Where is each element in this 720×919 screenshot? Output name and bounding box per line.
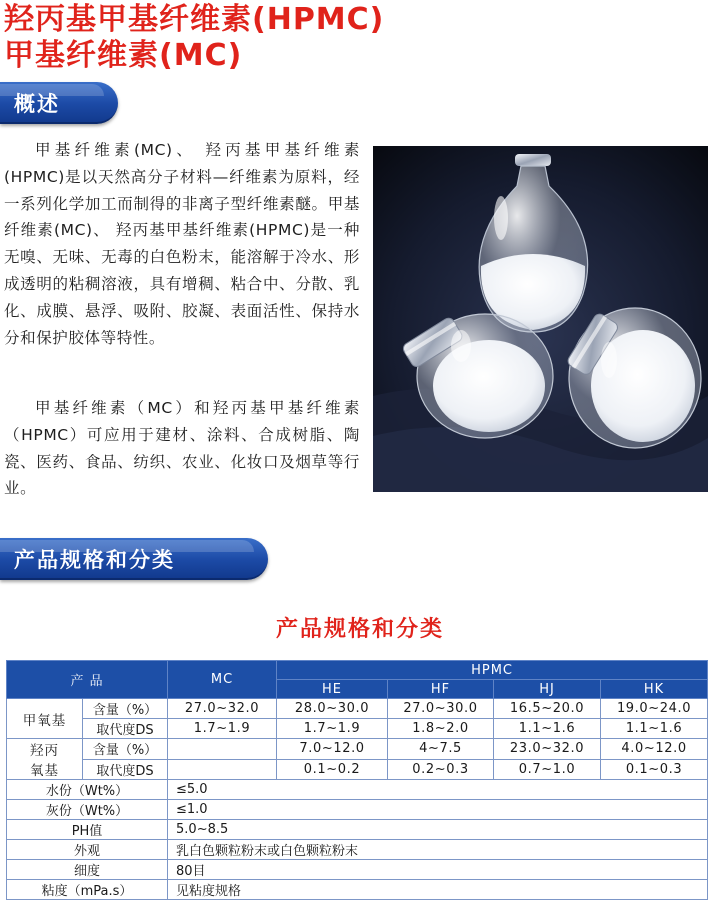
table-cell: 4~7.5 (388, 739, 494, 760)
table-cell: 1.1~1.6 (494, 719, 601, 739)
property-value: 见粘度规格 (168, 880, 708, 900)
grade-header: HE (277, 680, 388, 699)
table-cell: 1.7~1.9 (168, 719, 277, 739)
mc-header: MC (168, 661, 277, 699)
table-row (7, 840, 708, 860)
overview-paragraph-2: 甲基纤维素（MC）和羟丙基甲基纤维素（HPMC）可应用于建材、涂料、合成树脂、陶瓷、医药、食品、纺织、农业、化妆口及烟草等行业。 (4, 399, 360, 498)
product-header: 产 品 (7, 661, 168, 699)
grade-header: HJ (494, 680, 601, 699)
table-cell: 27.0~30.0 (388, 699, 494, 719)
hpmc-header: HPMC (277, 661, 708, 680)
table-row (7, 820, 708, 840)
hydroxypropoxy-group-label (7, 739, 83, 780)
table-cell: 4.0~12.0 (601, 739, 708, 760)
table-cell: 1.8~2.0 (388, 719, 494, 739)
overview-paragraph-1: 甲基纤维素(MC)、 羟丙基甲基纤维素(HPMC)是以天然高分子材料—纤维素为原料，经一系列化学加工而制得的非离子型纤维素醚。甲基纤维素(MC)、 羟丙基甲基纤维素(HPMC)是一种无嗅、无味、无毒的白色粉末，能溶解于冷水、形成透明的粘稠溶液，具有增稠、粘合中、分散、乳化、成膜、悬浮、吸附、胶凝、表面活性、保持水分和保护胶体等特性。 (4, 141, 360, 347)
property-value: ≤5.0 (168, 780, 708, 800)
row-label: 取代度DS (83, 759, 168, 780)
overview-heading: 概述 (14, 92, 60, 116)
table-cell: 0.1~0.3 (601, 759, 708, 780)
table-cell: 19.0~24.0 (601, 699, 708, 719)
spec-banner (0, 538, 268, 580)
row-label: 含量（%） (83, 699, 168, 719)
table-cell: 23.0~32.0 (494, 739, 601, 760)
table-row (7, 860, 708, 880)
row-label: 含量（%） (83, 739, 168, 760)
page-subtitle: 甲基纤维素(MC) (4, 38, 243, 73)
row-label: 取代度DS (83, 719, 168, 739)
table-row (7, 759, 708, 780)
group-label-line: 羟丙 (30, 743, 59, 759)
property-value: 乳白色颗粒粉末或白色颗粒粉末 (168, 840, 708, 860)
table-cell: 7.0~12.0 (277, 739, 388, 760)
property-value: 5.0~8.5 (168, 820, 708, 840)
property-label: 水份（Wt%） (7, 780, 168, 800)
table-row (7, 739, 708, 760)
table-cell: 0.1~0.2 (277, 759, 388, 780)
property-value: 80目 (168, 860, 708, 880)
property-label: 灰份（Wt%） (7, 800, 168, 820)
spec-table-title: 产品规格和分类 (275, 617, 444, 642)
table-row (7, 719, 708, 739)
table-cell: 27.0~32.0 (168, 699, 277, 719)
table-cell: 16.5~20.0 (494, 699, 601, 719)
page-title: 羟丙基甲基纤维素(HPMC) (4, 2, 385, 37)
powder-jars-illustration (373, 146, 708, 492)
spec-table (6, 660, 708, 900)
grade-header: HK (601, 680, 708, 699)
property-value: ≤1.0 (168, 800, 708, 820)
table-cell: 28.0~30.0 (277, 699, 388, 719)
table-row (7, 699, 708, 719)
table-row (7, 800, 708, 820)
table-cell: 1.1~1.6 (601, 719, 708, 739)
overview-banner (0, 82, 118, 124)
table-header-row (7, 661, 708, 680)
property-label: 外观 (7, 840, 168, 860)
table-cell: 1.7~1.9 (277, 719, 388, 739)
table-cell: 0.2~0.3 (388, 759, 494, 780)
methoxy-group-label: 甲氧基 (7, 699, 83, 739)
table-cell: 0.7~1.0 (494, 759, 601, 780)
group-label-line: 氧基 (30, 763, 59, 779)
table-cell (168, 759, 277, 780)
property-label: PH值 (7, 820, 168, 840)
property-label: 粘度（mPa.s） (7, 880, 168, 900)
spec-banner-heading: 产品规格和分类 (14, 548, 175, 572)
grade-header: HF (388, 680, 494, 699)
product-photo (373, 146, 708, 492)
table-row (7, 880, 708, 900)
table-cell (168, 739, 277, 760)
property-label: 细度 (7, 860, 168, 880)
table-row (7, 780, 708, 800)
